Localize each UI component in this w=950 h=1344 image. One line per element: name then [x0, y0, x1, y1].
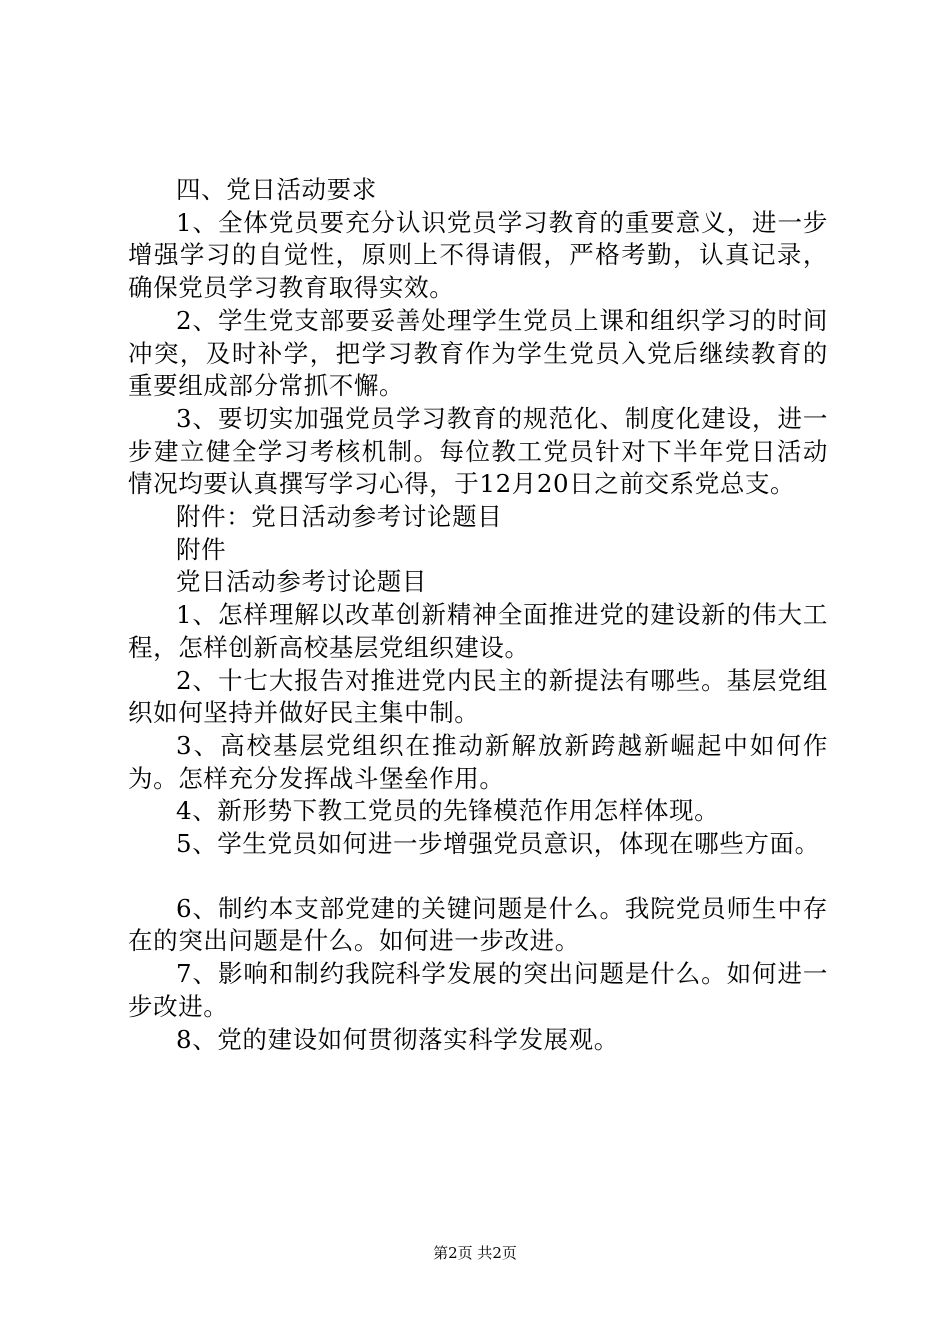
- topic-item-6: 6、制约本支部党建的关键问题是什么。我院党员师生中存在的突出问题是什么。如何进一步改进。: [128, 893, 828, 956]
- attachment-title: 党日活动参考讨论题目: [176, 567, 427, 597]
- section-heading: 四、党日活动要求: [176, 175, 377, 204]
- topic-item-1: 1、怎样理解以改革创新精神全面推进党的建设新的伟大工程，怎样创新高校基层党组织建设。: [128, 600, 828, 662]
- requirement-item-1: 1、全体党员要充分认识党员学习教育的重要意义，进一步增强学习的自觉性，原则上不得请假，严格考勤，认真记录，确保党员学习教育取得实效。: [128, 207, 828, 303]
- requirement-item-2: 2、学生党支部要妥善处理学生党员上课和组织学习的时间冲突，及时补学，把学习教育作为学生党员入党后继续教育的重要组成部分常抓不懈。: [128, 305, 828, 401]
- requirement-item-3: 3、要切实加强党员学习教育的规范化、制度化建设，进一步建立健全学习考核机制。每位教工党员针对下半年党日活动情况均要认真撰写学习心得，于12月20日之前交系党总支。: [128, 403, 828, 499]
- topic-item-5: 5、学生党员如何进一步增强党员意识，体现在哪些方面。: [176, 829, 820, 859]
- topic-item-8: 8、党的建设如何贯彻落实科学发展观。: [176, 1024, 619, 1054]
- attachment-note: 附件：党日活动参考讨论题目: [176, 502, 503, 532]
- topic-item-7: 7、影响和制约我院科学发展的突出问题是什么。如何进一步改进。: [128, 959, 828, 1021]
- topic-item-3: 3、高校基层党组织在推动新解放新跨越新崛起中如何作为。怎样充分发挥战斗堡垒作用。: [128, 730, 828, 793]
- topic-item-4: 4、新形势下教工党员的先锋模范作用怎样体现。: [176, 796, 720, 826]
- document-body: [128, 174, 828, 1056]
- page-footer: 第2页 共2页: [433, 1244, 517, 1262]
- topic-item-2: 2、十七大报告对推进党内民主的新提法有哪些。基层党组织如何坚持并做好民主集中制。: [128, 665, 828, 728]
- attachment-label: 附件: [176, 534, 227, 564]
